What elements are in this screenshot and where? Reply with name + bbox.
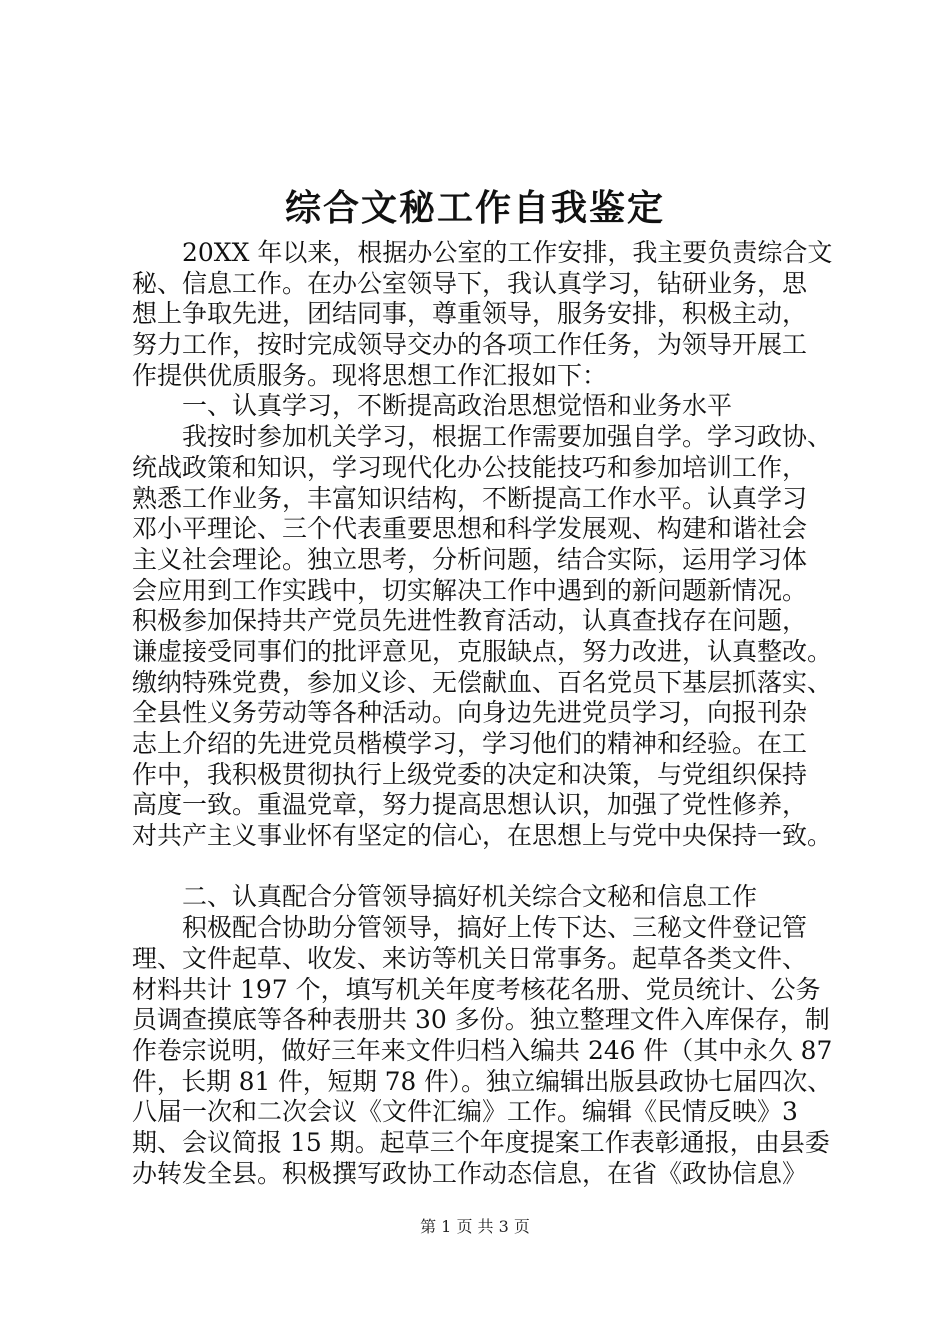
body-line: 想上争取先进，团结同事，尊重领导，服务安排，积极主动， bbox=[132, 299, 808, 329]
body-line: 缴纳特殊党费，参加义诊、无偿献血、百名党员下基层抓落实、 bbox=[132, 667, 833, 697]
body-line: 一、认真学习，不断提高政治思想觉悟和业务水平 bbox=[132, 391, 733, 421]
document-title: 综合文秘工作自我鉴定 bbox=[284, 187, 665, 229]
body-line: 二、认真配合分管领导搞好机关综合文秘和信息工作 bbox=[132, 882, 758, 912]
body-line: 会应用到工作实践中，切实解决工作中遇到的新问题新情况。 bbox=[132, 575, 808, 605]
body-line: 八届一次和二次会议《文件汇编》工作。编辑《民情反映》3 bbox=[132, 1097, 798, 1127]
body-line: 我按时参加机关学习，根据工作需要加强自学。学习政协、 bbox=[132, 422, 833, 452]
body-line: 作卷宗说明，做好三年来文件归档入编共 246 件（其中永久 87 bbox=[132, 1035, 833, 1065]
body-line: 积极配合协助分管领导，搞好上传下达、三秘文件登记管 bbox=[132, 913, 808, 943]
body-line: 理、文件起草、收发、来访等机关日常事务。起草各类文件、 bbox=[132, 943, 808, 973]
body-line: 作中，我积极贯彻执行上级党委的决定和决策，与党组织保持 bbox=[132, 759, 808, 789]
body-line: 志上介绍的先进党员楷模学习，学习他们的精神和经验。在工 bbox=[132, 729, 808, 758]
body-line: 努力工作，按时完成领导交办的各项工作任务，为领导开展工 bbox=[132, 330, 808, 360]
body-line: 积极参加保持共产党员先进性教育活动，认真查找存在问题， bbox=[132, 606, 808, 636]
body-line: 高度一致。重温党章，努力提高思想认识，加强了党性修养， bbox=[132, 790, 808, 820]
body-line: 谦虚接受同事们的批评意见，克服缺点，努力改进，认真整改。 bbox=[132, 636, 833, 666]
body-line: 统战政策和知识，学习现代化办公技能技巧和参加培训工作， bbox=[132, 452, 808, 482]
body-line: 作提供优质服务。现将思想工作汇报如下： bbox=[132, 360, 608, 390]
body-line: 秘、信息工作。在办公室领导下，我认真学习，钻研业务，思 bbox=[132, 268, 808, 298]
body-line: 主义社会理论。独立思考，分析问题，结合实际，运用学习体 bbox=[132, 544, 808, 574]
body-line: 20XX 年以来，根据办公室的工作安排，我主要负责综合文 bbox=[132, 238, 833, 267]
body-line: 邓小平理论、三个代表重要思想和科学发展观、构建和谐社会 bbox=[132, 514, 808, 544]
body-line: 材料共计 197 个，填写机关年度考核花名册、党员统计、公务 bbox=[132, 974, 821, 1004]
body-line: 办转发全县。积极撰写政协工作动态信息，在省《政协信息》 bbox=[132, 1158, 808, 1188]
page-footer: 第 1 页 共 3 页 bbox=[420, 1217, 530, 1236]
body-line: 员调查摸底等各种表册共 30 多份。独立整理文件入库保存，制 bbox=[132, 1005, 830, 1035]
body-line: 对共产主义事业怀有坚定的信心，在思想上与党中央保持一致。 bbox=[132, 821, 833, 851]
body-line: 全县性义务劳动等各种活动。向身边先进党员学习，向报刊杂 bbox=[132, 698, 808, 728]
body-line: 件，长期 81 件，短期 78 件）。独立编辑出版县政协七届四次、 bbox=[132, 1066, 832, 1096]
body-line: 期、会议简报 15 期。起草三个年度提案工作表彰通报，由县委 bbox=[132, 1127, 830, 1157]
document-body bbox=[132, 238, 832, 1189]
blank-line bbox=[132, 852, 832, 883]
body-line: 熟悉工作业务，丰富知识结构，不断提高工作水平。认真学习 bbox=[132, 483, 808, 513]
